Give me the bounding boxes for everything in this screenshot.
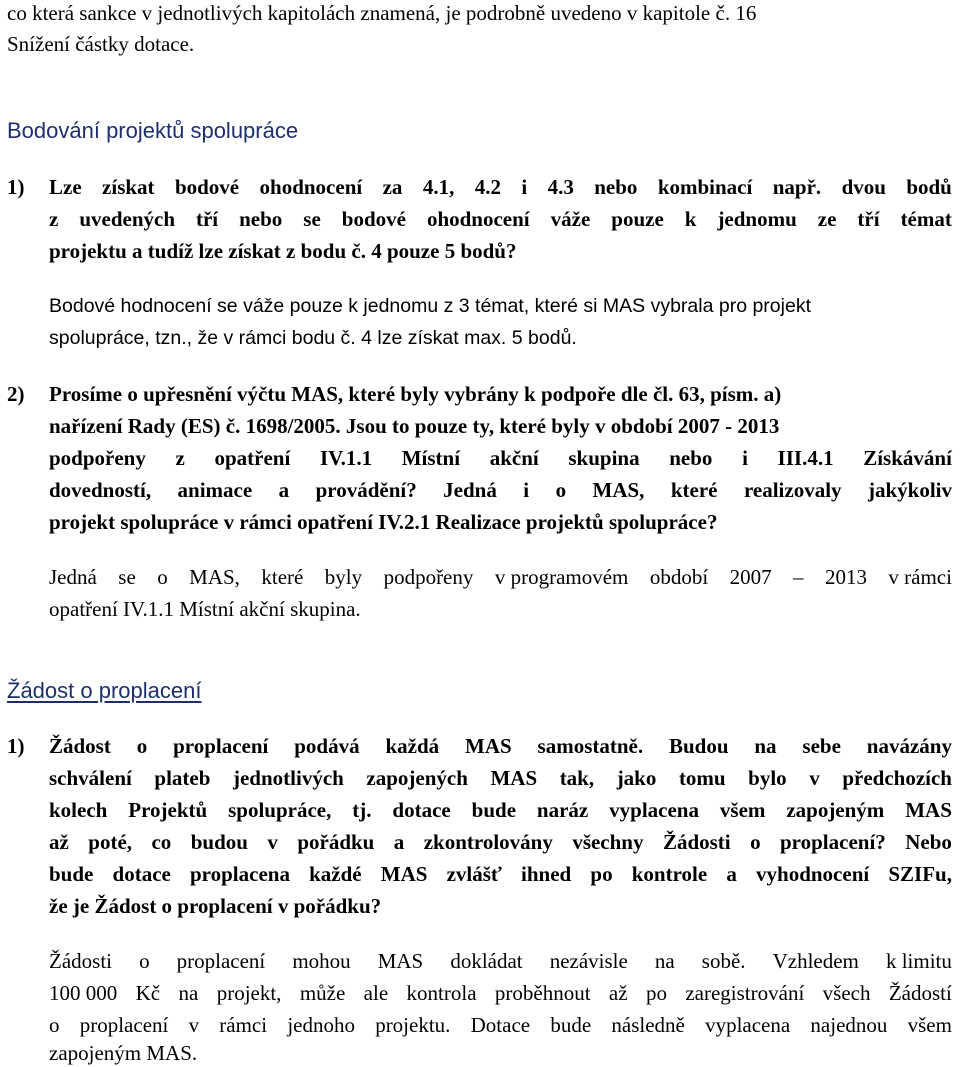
question-3-line-1: Žádost o proplacení podává každá MAS samostatně. Budou na sebe navázány — [49, 734, 952, 758]
question-1-line-2: z uvedených tří nebo se bodové ohodnocení váže pouze k jednomu ze tří témat — [49, 207, 952, 231]
question-3-line-4: až poté, co budou v pořádku a zkontrolovány všechny Žádosti o proplacení? Nebo — [49, 830, 952, 854]
question-3-line-3: kolech Projektů spolupráce, tj. dotace bude naráz vyplacena všem zapojeným MAS — [49, 798, 952, 822]
question-1-line-3: projektu a tudíž lze získat z bodu č. 4 pouze 5 bodů? — [49, 239, 517, 263]
answer-2-line-2: opatření IV.1.1 Místní akční skupina. — [49, 597, 361, 621]
section-heading-bodovani: Bodování projektů spolupráce — [7, 118, 299, 143]
answer-3-line-4: zapojeným MAS. — [49, 1041, 198, 1065]
question-3-number: 1) — [7, 734, 25, 758]
intro-line-1: co která sankce v jednotlivých kapitolách znamená, je podrobně uvedeno v kapitole č. 16 — [7, 1, 757, 25]
question-2-line-4: dovedností, animace a provádění? Jedná i o MAS, které realizovaly jakýkoliv — [49, 478, 952, 502]
answer-1-line-2: spolupráce, tzn., že v rámci bodu č. 4 lze získat max. 5 bodů. — [49, 327, 577, 349]
question-3-line-2: schválení plateb jednotlivých zapojených MAS tak, jako tomu bylo v předchozích — [49, 766, 952, 790]
intro-line-2: Snížení částky dotace. — [7, 32, 195, 56]
answer-1-line-1: Bodové hodnocení se váže pouze k jednomu z 3 témat, které si MAS vybrala pro projekt — [49, 295, 811, 317]
question-2-number: 2) — [7, 382, 25, 406]
answer-2-line-1: Jedná se o MAS, které byly podpořeny v programovém období 2007 – 2013 v rámci — [49, 565, 952, 589]
answer-3-line-1: Žádosti o proplacení mohou MAS dokládat nezávisle na sobě. Vzhledem k limitu — [49, 949, 952, 973]
question-2-line-1: Prosíme o upřesnění výčtu MAS, které byly vybrány k podpoře dle čl. 63, písm. a) — [49, 382, 782, 406]
question-2-line-3: podpořeny z opatření IV.1.1 Místní akční skupina nebo i III.4.1 Získávání — [49, 446, 952, 470]
question-1-number: 1) — [7, 175, 25, 199]
answer-3-line-2: 100 000 Kč na projekt, může ale kontrola proběhnout až po zaregistrování všech Žádostí — [49, 981, 952, 1005]
question-3-line-6: že je Žádost o proplacení v pořádku? — [49, 894, 382, 918]
question-2-line-2: nařízení Rady (ES) č. 1698/2005. Jsou to pouze ty, které byly v období 2007 - 2013 — [49, 414, 780, 438]
answer-3-line-3: o proplacení v rámci jednoho projektu. Dotace bude následně vyplacena najednou všem — [49, 1013, 952, 1037]
section-heading-zadost: Žádost o proplacení — [7, 678, 202, 703]
question-1-line-1: Lze získat bodové ohodnocení za 4.1, 4.2 i 4.3 nebo kombinací např. dvou bodů — [49, 175, 952, 199]
question-3-line-5: bude dotace proplacena každé MAS zvlášť ihned po kontrole a vyhodnocení SZIFu, — [49, 862, 952, 886]
question-2-line-5: projekt spolupráce v rámci opatření IV.2.1 Realizace projektů spolupráce? — [49, 510, 718, 534]
